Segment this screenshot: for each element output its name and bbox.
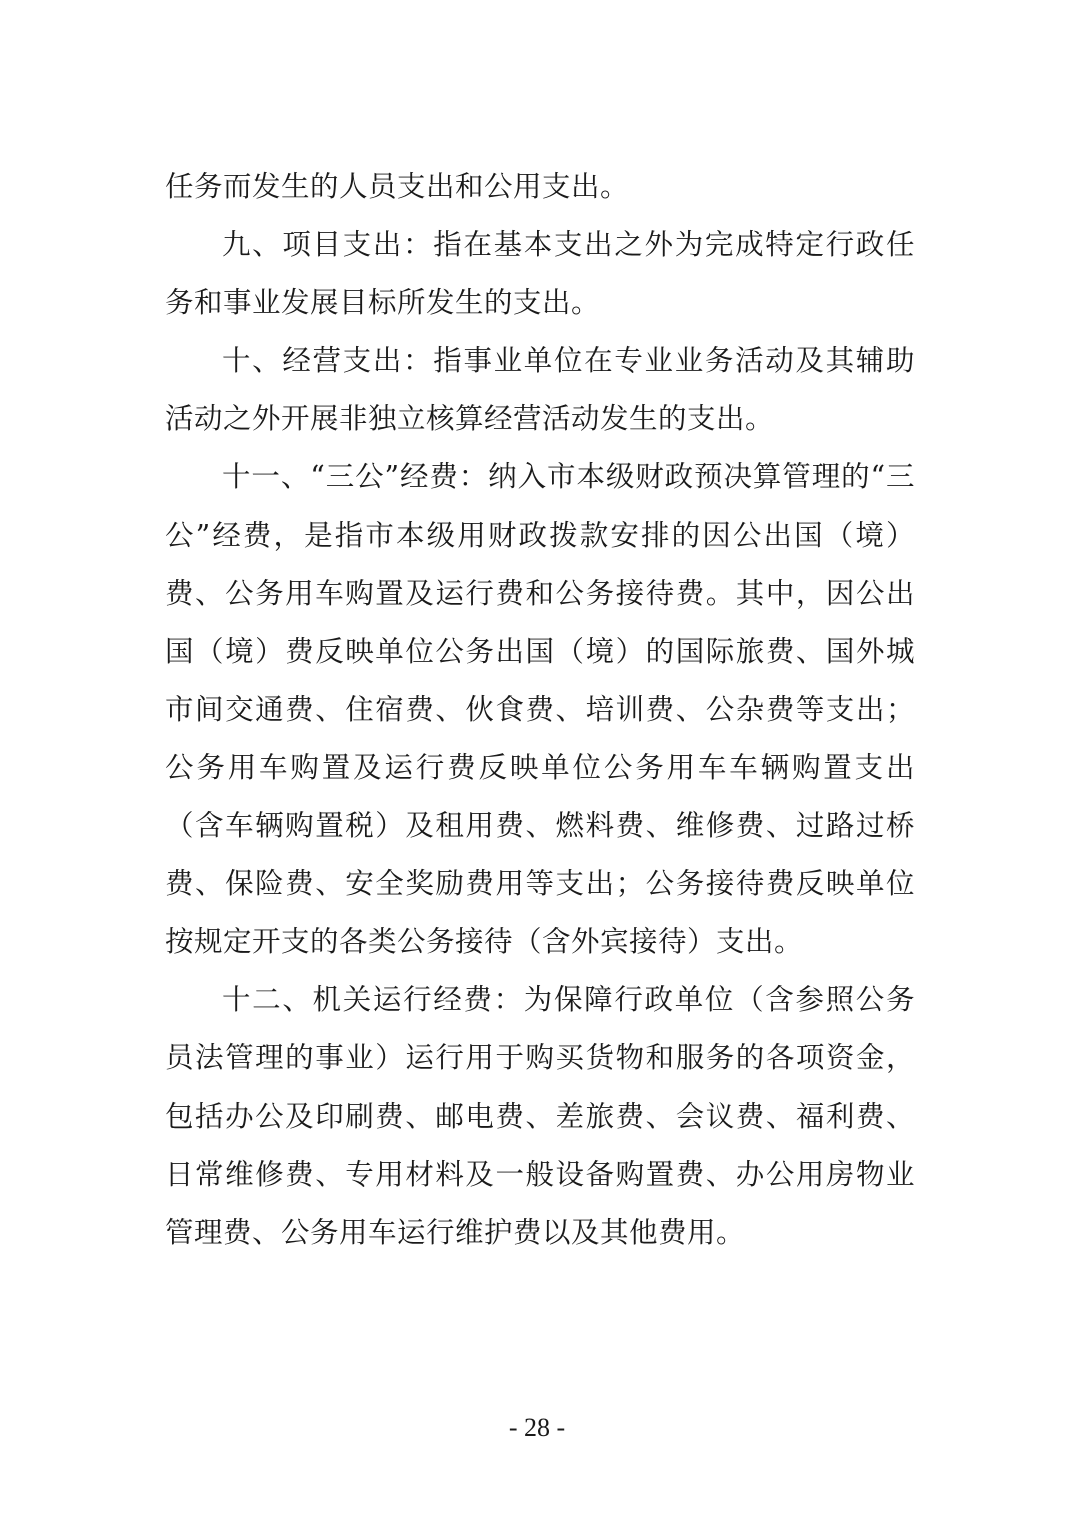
body-text bbox=[165, 158, 915, 1262]
paragraph-continuation: 任务而发生的人员支出和公用支出。 bbox=[165, 170, 630, 203]
paragraph-item-10: 十、经营支出：指事业单位在专业业务活动及其辅助活动之外开展非独立核算经营活动发生的支出。 bbox=[165, 344, 915, 436]
paragraph-item-11: 十一、“三公”经费：纳入市本级财政预决算管理的“三公”经费，是指市本级用财政拨款安排的因公出国（境）费、公务用车购置及运行费和公务接待费。其中，因公出国（境）费反映单位公务出国（境）的国际旅费、国外城市间交通费、住宿费、伙食费、培训费、公杂费等支出；公务用车购置及运行费反映单位公务用车车辆购置支出（含车辆购置税）及租用费、燃料费、维修费、过路过桥费、保险费、安全奖励费用等支出；公务接待费反映单位按规定开支的各类公务接待（含外宾接待）支出。 bbox=[165, 460, 915, 959]
page-number: - 28 - bbox=[508, 1413, 566, 1442]
paragraph-item-12: 十二、机关运行经费：为保障行政单位（含参照公务员法管理的事业）运行用于购买货物和服务的各项资金，包括办公及印刷费、邮电费、差旅费、会议费、福利费、日常维修费、专用材料及一般设备购置费、办公用房物业管理费、公务用车运行维护费以及其他费用。 bbox=[165, 983, 915, 1249]
paragraph-item-9: 九、项目支出：指在基本支出之外为完成特定行政任务和事业发展目标所发生的支出。 bbox=[165, 228, 915, 320]
